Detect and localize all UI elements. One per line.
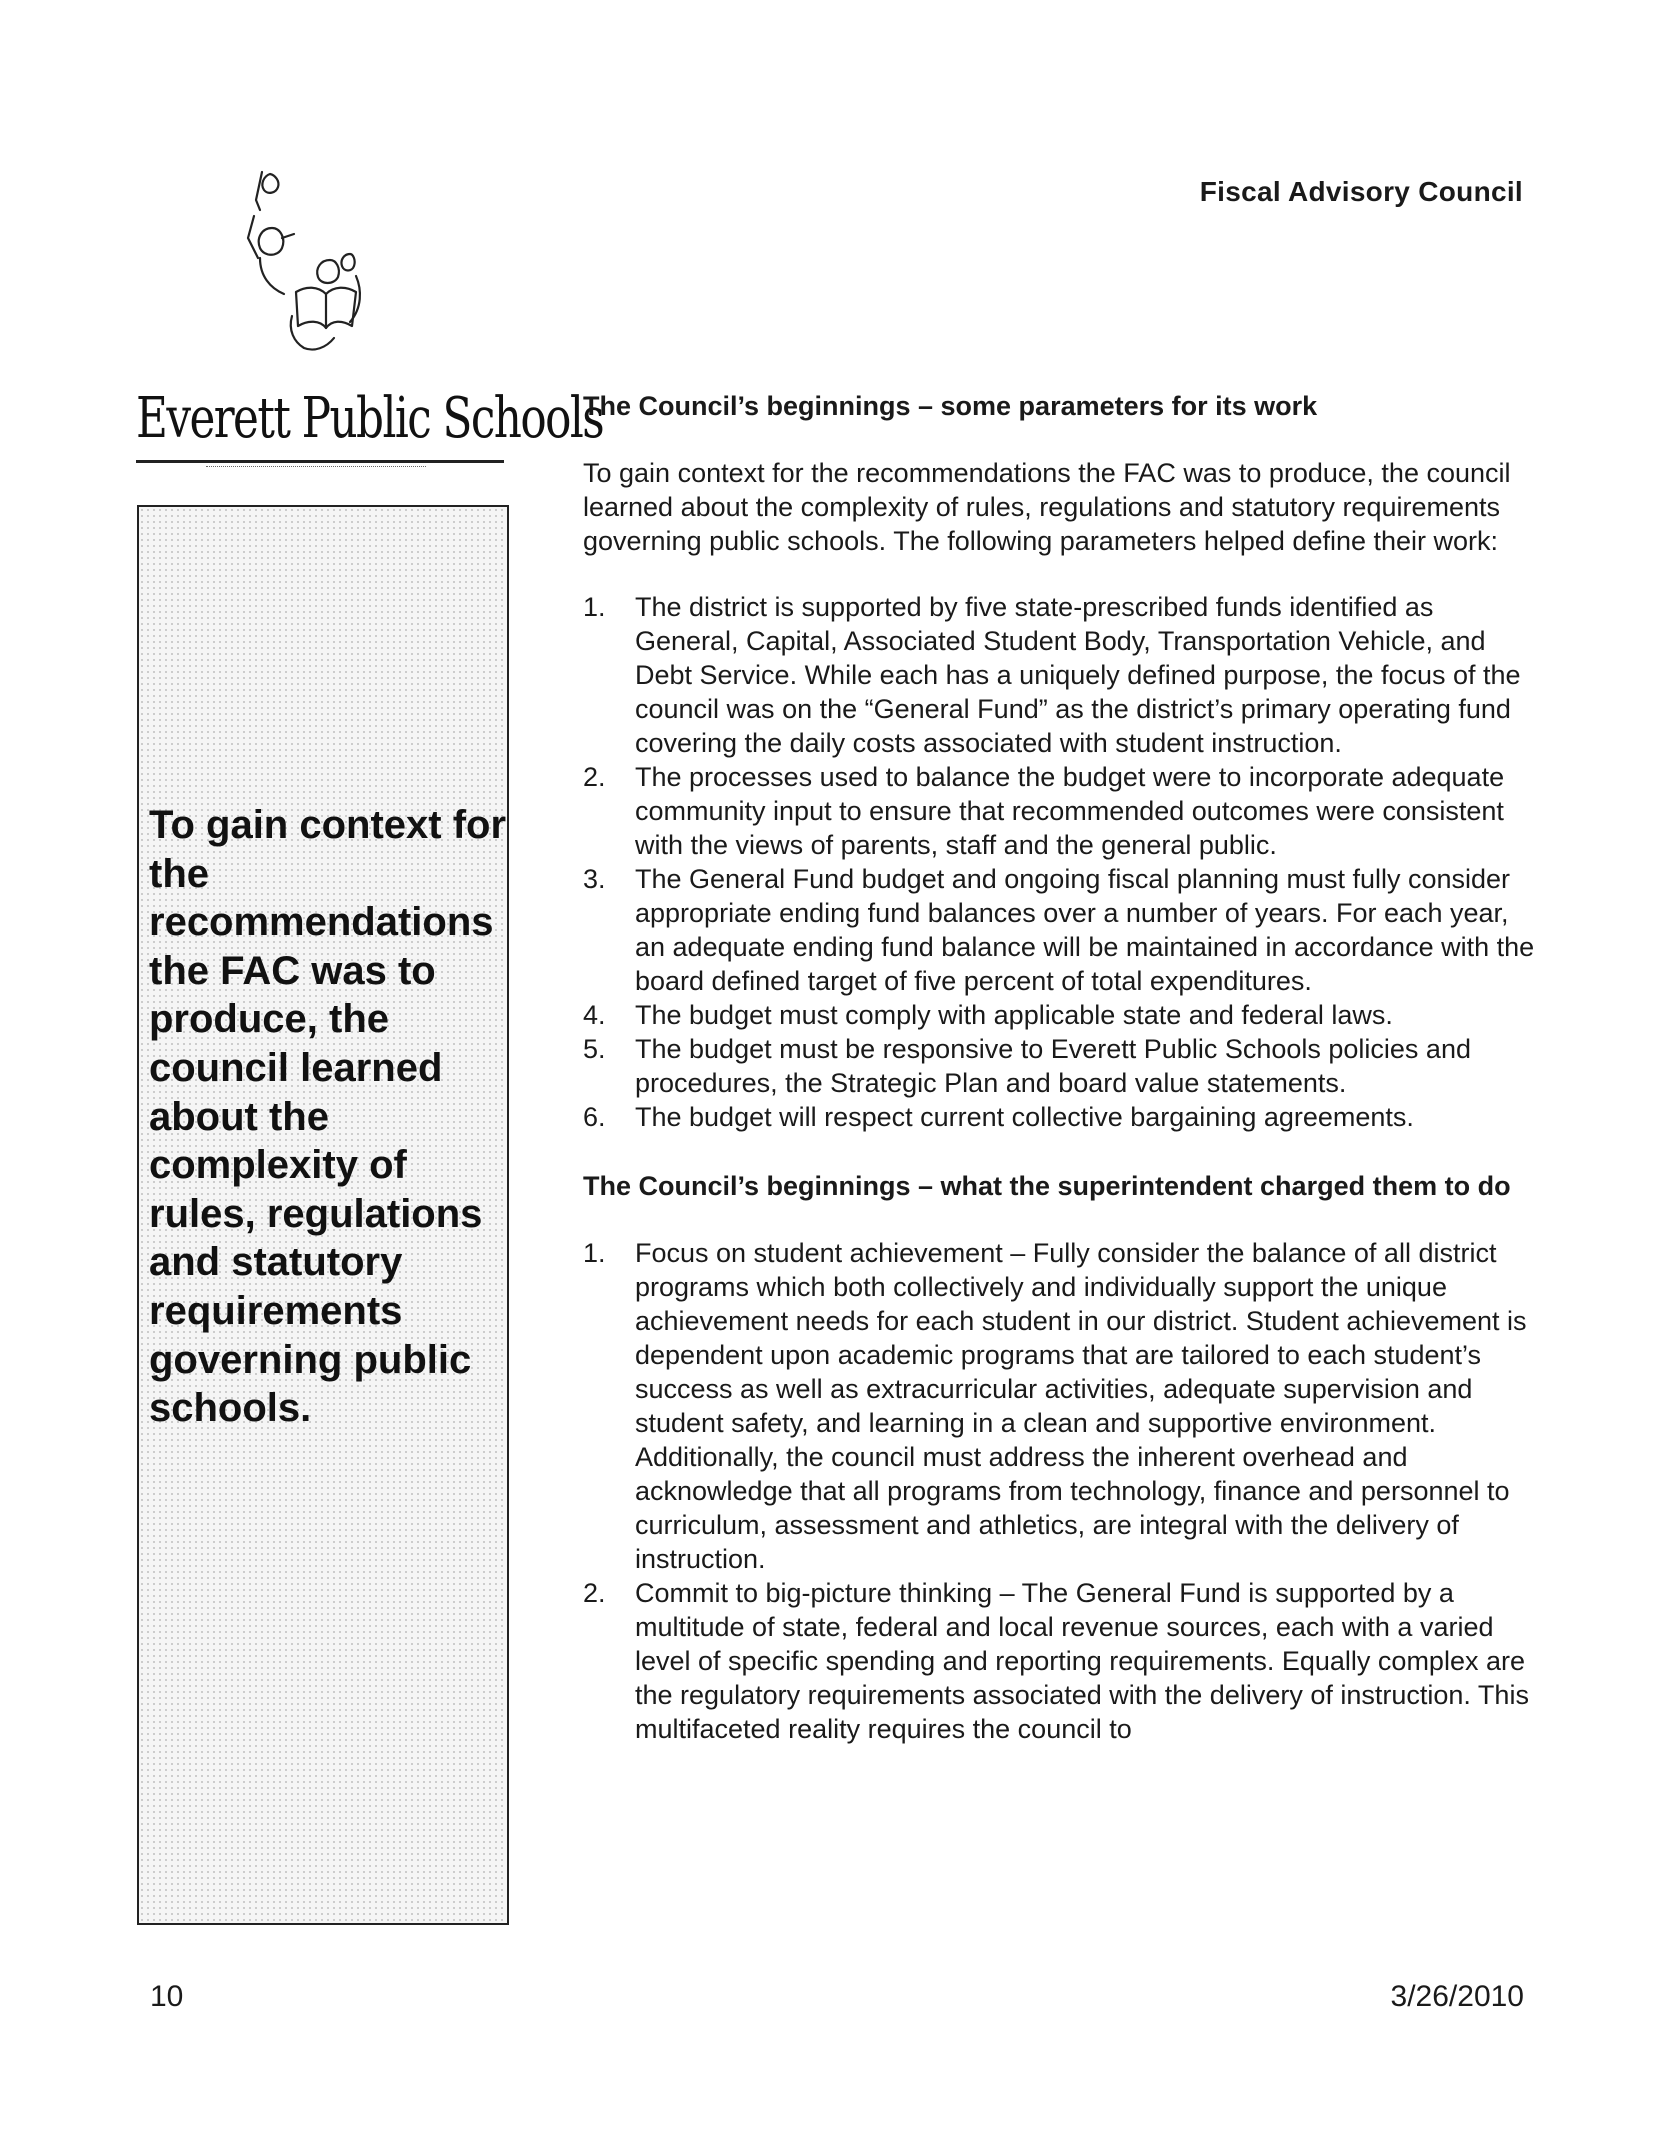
logo-underline-dotted bbox=[206, 466, 426, 467]
list-number: 3. bbox=[583, 864, 606, 894]
list-item-text: The district is supported by five state-prescribed funds identified as General, Capital, Associated Student Body, Transportation Vehicle, and Debt Service. While each has a uniquely defined purpose, the focus of the council was on the “General Fund” as the district’s primary operating fund covering the daily costs associated with student instruction. bbox=[635, 592, 1521, 758]
list-item-text: The processes used to balance the budget were to incorporate adequate community input to ensure that recommended outcomes were consistent with the views of parents, staff and the general public. bbox=[635, 762, 1505, 860]
list-number: 4. bbox=[583, 1000, 606, 1030]
list-number: 5. bbox=[583, 1034, 606, 1064]
main-content bbox=[583, 388, 1543, 1746]
list-item bbox=[583, 862, 1543, 998]
list-item bbox=[583, 1100, 1543, 1134]
page-header-title: Fiscal Advisory Council bbox=[1199, 176, 1523, 207]
list-item-text: Focus on student achievement – Fully consider the balance of all district programs which both collectively and individually support the unique achievement needs for each student in our district. Student achievement is dependent upon academic programs that are tailored to each student’s success as well as extracurricular activities, adequate supervision and student safety, and learning in a clean and supportive environment. Additionally, the council must address the inherent overhead and acknowledge that all programs from technology, finance and personnel to curriculum, assessment and athletics, are integral with the delivery of instruction. bbox=[635, 1238, 1527, 1574]
logo-underline bbox=[136, 460, 504, 463]
list-item-text: The budget must comply with applicable state and federal laws. bbox=[635, 1000, 1393, 1030]
list-item-text: The budget must be responsive to Everett Public Schools policies and procedures, the Strategic Plan and board value statements. bbox=[635, 1034, 1471, 1098]
list-number: 2. bbox=[583, 762, 606, 792]
list-number: 1. bbox=[583, 1238, 606, 1268]
list-number: 6. bbox=[583, 1102, 606, 1132]
charge-list bbox=[583, 1236, 1543, 1746]
list-item bbox=[583, 760, 1543, 862]
list-item-text: The budget will respect current collective bargaining agreements. bbox=[635, 1102, 1414, 1132]
list-item-text: Commit to big-picture thinking – The General Fund is supported by a multitude of state, federal and local revenue sources, each with a varied level of specific spending and reporting requirements. Equally complex are the regulatory requirements associated with the delivery of instruction. This multifaceted reality requires the council to bbox=[635, 1578, 1529, 1744]
page-number: 10 bbox=[150, 1980, 184, 2013]
family-logo-icon bbox=[232, 166, 392, 386]
sidebar-pull-quote-box bbox=[137, 505, 509, 1925]
section-heading-charge: The Council’s beginnings – what the superintendent charged them to do bbox=[583, 1171, 1511, 1201]
parameters-list bbox=[583, 590, 1543, 1134]
pull-quote-text: To gain context for the recommendations the FAC was to produce, the council learned about the complexity of rules, regulations and statutory requirements governing public schools. bbox=[149, 803, 507, 1431]
list-item bbox=[583, 590, 1543, 760]
section-intro: To gain context for the recommendations the FAC was to produce, the council learned about the complexity of rules, regulations and statutory requirements governing public schools. The following parameters helped define their work: bbox=[583, 458, 1511, 556]
list-item bbox=[583, 1236, 1543, 1576]
list-number: 2. bbox=[583, 1578, 606, 1608]
list-item bbox=[583, 998, 1543, 1032]
list-item bbox=[583, 1576, 1543, 1746]
section-heading-parameters: The Council’s beginnings – some parameters for its work bbox=[583, 391, 1318, 421]
district-logo bbox=[136, 166, 604, 466]
logo-wordmark: Everett Public Schools bbox=[136, 386, 604, 451]
list-number: 1. bbox=[583, 592, 606, 622]
list-item bbox=[583, 1032, 1543, 1100]
list-item-text: The General Fund budget and ongoing fiscal planning must fully consider appropriate ending fund balances over a number of years. For each year, an adequate ending fund balance will be maintained in accordance with the board defined target of five percent of total expenditures. bbox=[635, 864, 1535, 996]
page-date: 3/26/2010 bbox=[1390, 1980, 1524, 2013]
